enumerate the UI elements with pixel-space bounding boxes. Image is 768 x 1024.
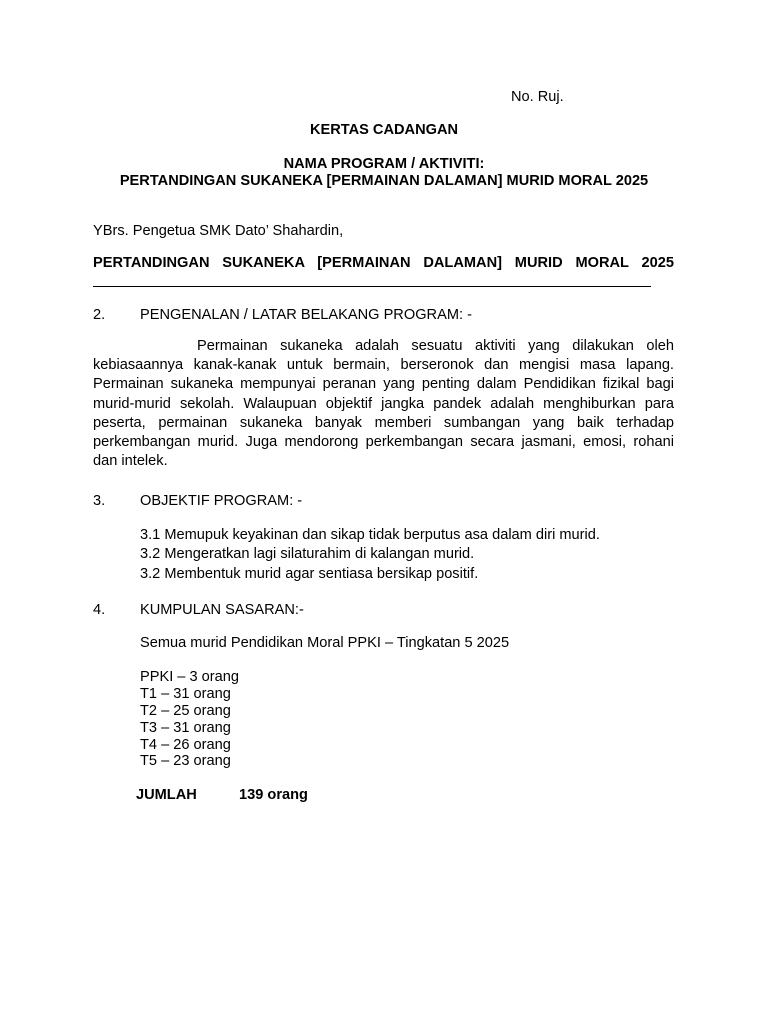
section-intro-text: Permainan sukaneka adalah sesuatu aktiviti yang dilakukan oleh kebiasaannya kanak-kanak untuk bermain, berseronok dan mengisi masa lapang. Permainan sukaneka mempunyai peranan yang penting dalam Pendidikan fizikal bagi murid-murid sekolah. Walaupuan objektif jangka pandek adalah menghiburkan para peserta, permainan sukaneka banyak memberi sumbangan yang baik terhadap perkembangan murid. Juga mendorong perkembangan secara jasmani, emosi, rohani dan intelek. xyxy=(93,338,674,470)
program-label: NAMA PROGRAM / AKTIVITI: xyxy=(283,156,485,172)
section-target-heading: KUMPULAN SASARAN:- xyxy=(140,602,304,618)
subject-title: PERTANDINGAN SUKANEKA [PERMAINAN DALAMAN] MURID MORAL 2025 xyxy=(93,255,674,271)
section-target-number: 4. xyxy=(93,602,106,618)
section-objectives-number: 3. xyxy=(93,493,106,509)
objective-item: 3.2 Membentuk murid agar sentiasa bersikap positif. xyxy=(140,566,479,582)
section-intro-number: 2. xyxy=(93,307,106,323)
section-intro-body xyxy=(93,337,674,471)
objective-item: 3.1 Memupuk keyakinan dan sikap tidak berputus asa dalam diri murid. xyxy=(140,527,600,543)
target-group-item: PPKI – 3 orang xyxy=(140,669,239,685)
salutation: YBrs. Pengetua SMK Dato’ Shahardin, xyxy=(93,223,344,239)
reference-number-label: No. Ruj. xyxy=(511,89,564,105)
target-group-item: T5 – 23 orang xyxy=(140,753,231,769)
total-value: 139 orang xyxy=(239,787,308,803)
target-group-item: T1 – 31 orang xyxy=(140,686,231,702)
total-label: JUMLAH xyxy=(136,787,197,803)
subject-underline xyxy=(93,286,651,287)
document-title: KERTAS CADANGAN xyxy=(309,122,459,138)
target-group-item: T2 – 25 orang xyxy=(140,703,231,719)
target-description: Semua murid Pendidikan Moral PPKI – Tingkatan 5 2025 xyxy=(140,635,510,651)
program-name: PERTANDINGAN SUKANEKA [PERMAINAN DALAMAN] MURID MORAL 2025 xyxy=(119,173,649,189)
objective-item: 3.2 Mengeratkan lagi silaturahim di kalangan murid. xyxy=(140,546,475,562)
target-group-item: T3 – 31 orang xyxy=(140,720,231,736)
section-objectives-heading: OBJEKTIF PROGRAM: - xyxy=(140,493,303,509)
target-group-item: T4 – 26 orang xyxy=(140,737,231,753)
section-intro-heading: PENGENALAN / LATAR BELAKANG PROGRAM: - xyxy=(140,307,472,323)
